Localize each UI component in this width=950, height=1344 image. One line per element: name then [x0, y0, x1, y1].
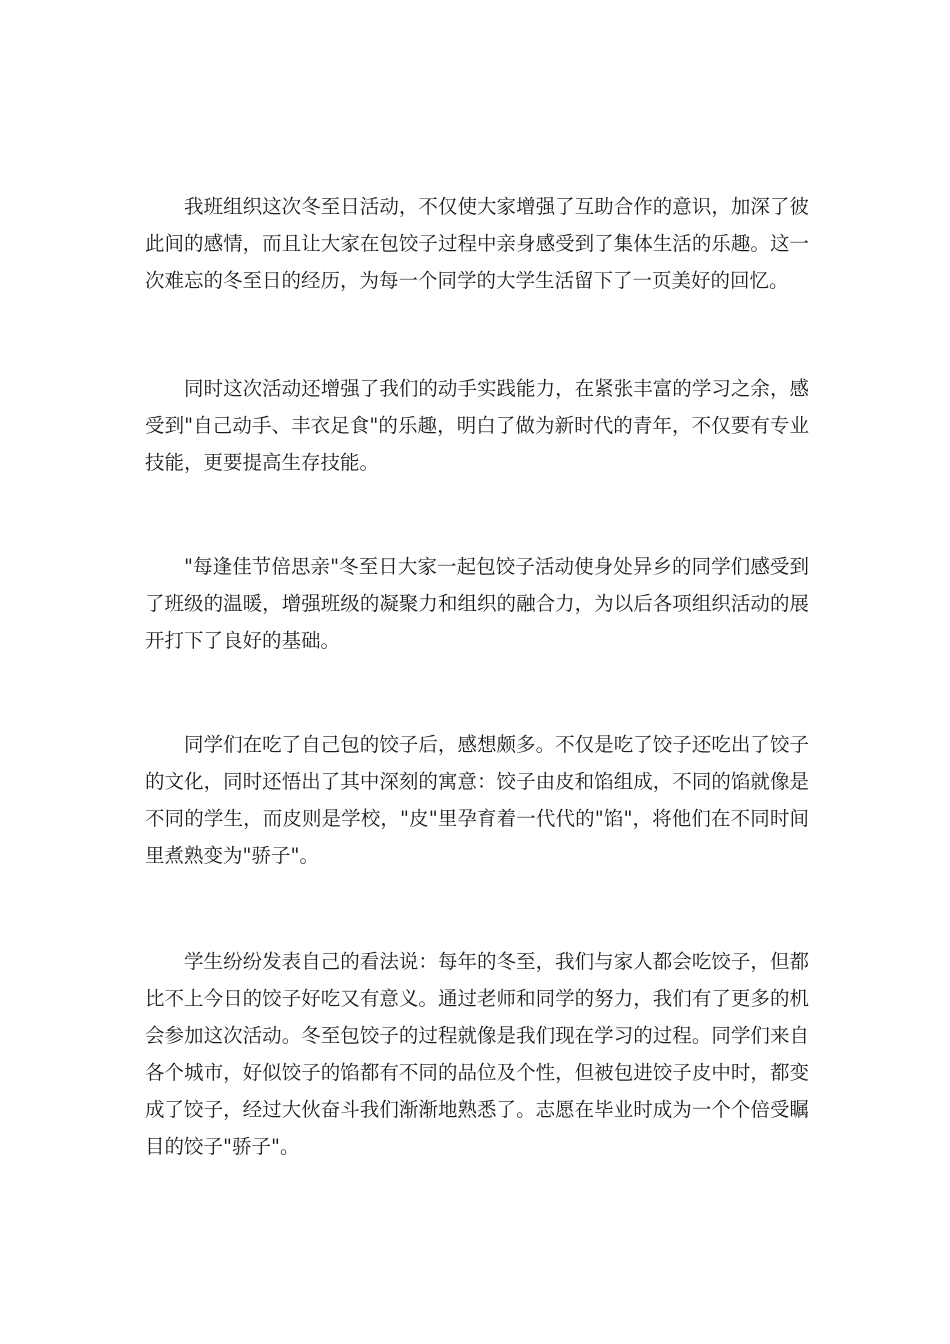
paragraph-5: 学生纷纷发表自己的看法说：每年的冬至，我们与家人都会吃饺子，但都比不上今日的饺子好吃又有意义。通过老师和同学的努力，我们有了更多的机会参加这次活动。冬至包饺子的过程就像是我们现在学习的过程。同学们来自各个城市，好似饺子的馅都有不同的品位及个性，但被包进饺子皮中时，都变成了饺子，经过大伙奋斗我们渐渐地熟悉了。志愿在毕业时成为一个个倍受瞩目的饺子"骄子"。: [145, 950, 809, 1158]
paragraph-2: 同时这次活动还增强了我们的动手实践能力，在紧张丰富的学习之余，感受到"自己动手、丰衣足食"的乐趣，明白了做为新时代的青年，不仅要有专业技能，更要提高生存技能。: [145, 377, 809, 474]
paragraph-4: 同学们在吃了自己包的饺子后，感想颇多。不仅是吃了饺子还吃出了饺子的文化，同时还悟出了其中深刻的寓意：饺子由皮和馅组成，不同的馅就像是不同的学生，而皮则是学校，"皮"里孕育着一代代的"馅"，将他们在不同时间里煮熟变为"骄子"。: [145, 733, 809, 867]
paragraph-1: 我班组织这次冬至日活动，不仅使大家增强了互助合作的意识，加深了彼此间的感情，而且让大家在包饺子过程中亲身感受到了集体生活的乐趣。这一次难忘的冬至日的经历，为每一个同学的大学生活留下了一页美好的回忆。: [145, 195, 809, 292]
paragraph-3: "每逢佳节倍思亲"冬至日大家一起包饺子活动使身处异乡的同学们感受到了班级的温暖，增强班级的凝聚力和组织的融合力，为以后各项组织活动的展开打下了良好的基础。: [145, 555, 809, 652]
